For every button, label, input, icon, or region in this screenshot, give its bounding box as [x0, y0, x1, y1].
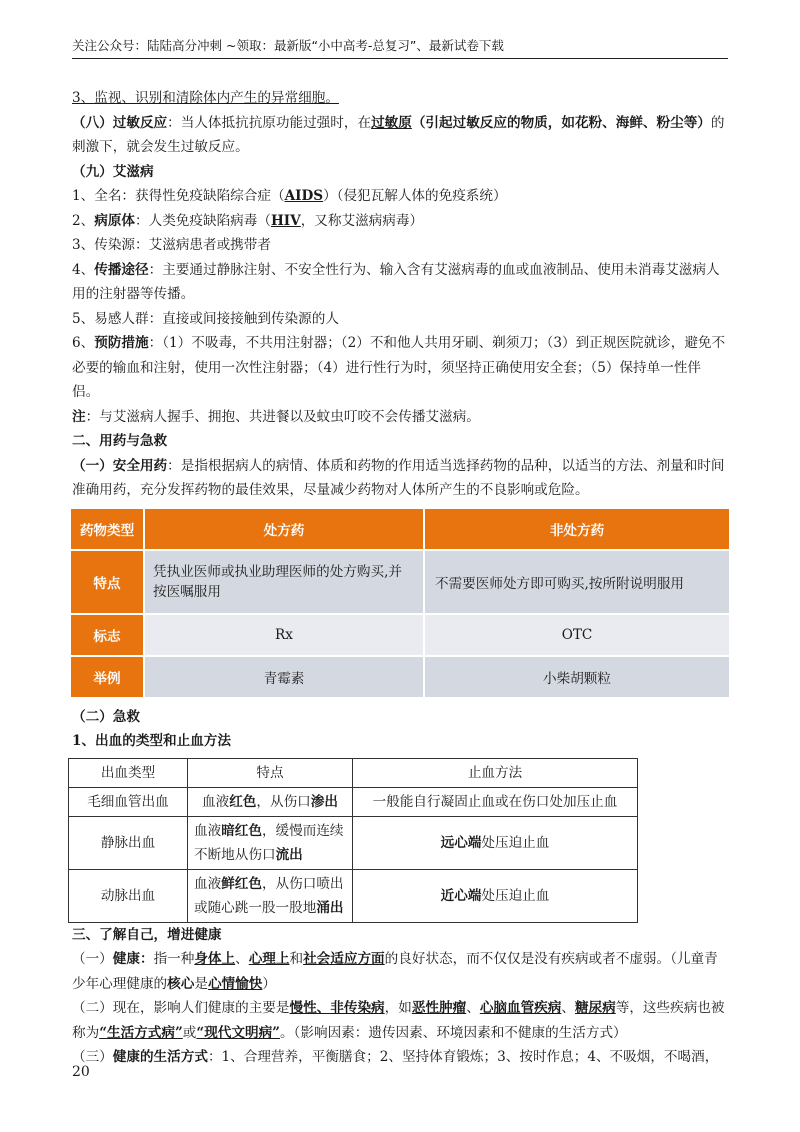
row-header-cell: 举例	[71, 657, 143, 697]
table-cell: 血液暗红色，缓慢而连续不断地从伤口流出	[188, 816, 353, 869]
table-header-cell: 特点	[188, 758, 353, 787]
aids-item-3: 3、传染源：艾滋病患者或携带者	[72, 237, 271, 253]
table-cell: 近心端处压迫止血	[353, 869, 638, 922]
safe-medication-paragraph: （一）安全用药：是指根据病人的病情、体质和药物的作用适当选择药物的品种，以适当的方法、剂量和时间准确用药，充分发挥药物的最佳效果，尽量减少药物对人体所产生的不良影响或危险。	[72, 457, 725, 498]
aids-heading: （九）艾滋病	[72, 163, 154, 180]
health-heading: 三、了解自己，增进健康	[72, 926, 222, 943]
page-header: 关注公众号：陆陆高分冲刺 ~领取：最新版“小中高考-总复习”、最新试卷下载	[72, 38, 504, 53]
page-content	[72, 86, 728, 1070]
table-row	[69, 869, 638, 922]
row-header-cell: 特点	[71, 551, 143, 613]
aids-item-1: 1、全名：获得性免疫缺陷综合症（AIDS）（侵犯瓦解人体的免疫系统）	[72, 188, 507, 204]
table-header-cell: 处方药	[145, 509, 423, 549]
row-header-cell: 毛细血管出血	[69, 787, 188, 816]
table-cell: OTC	[425, 615, 729, 655]
table-cell: 远心端处压迫止血	[353, 816, 638, 869]
table-cell: 青霉素	[145, 657, 423, 697]
table-cell: 血液鲜红色，从伤口喷出或随心跳一股一股地涌出	[188, 869, 353, 922]
row-header-cell: 标志	[71, 615, 143, 655]
page-number: 20	[72, 1064, 90, 1080]
header-divider	[72, 58, 728, 59]
table-header-cell: 出血类型	[69, 758, 188, 787]
health-paragraph-3: （三）健康的生活方式：1、合理营养，平衡膳食；2、坚持体育锻炼；3、按时作息；4、不吸烟，不喝酒，	[72, 1049, 719, 1065]
aids-item-5: 5、易感人群：直接或间接接触到传染源的人	[72, 310, 339, 327]
health-paragraph-1: （一）健康：指一种身体上、心理上和社会适应方面的良好状态，而不仅仅是没有疾病或者不虚弱。（儿童青少年心理健康的核心是心情愉快）	[72, 951, 718, 992]
drug-type-table	[69, 507, 731, 699]
table-cell: 不需要医师处方即可购买,按所附说明服用	[425, 551, 729, 613]
bleeding-table	[68, 758, 638, 923]
table-header-row	[71, 509, 729, 549]
first-aid-heading: （二）急救	[72, 708, 140, 725]
table-header-cell: 非处方药	[425, 509, 729, 549]
table-row	[71, 657, 729, 697]
aids-note: 注：与艾滋病人握手、拥抱、共进餐以及蚊虫叮咬不会传播艾滋病。	[72, 408, 480, 425]
meds-heading: 二、用药与急救	[72, 433, 168, 449]
row-header-cell: 动脉出血	[69, 869, 188, 922]
health-paragraph-2: （二）现在，影响人们健康的主要是慢性、非传染病，如恶性肿瘤、心脑血管疾病、糖尿病等，这些疾病也被称为“生活方式病”或“现代文明病”。（影响因素：遗传因素、环境因素和不健康的生活方式）	[72, 1000, 725, 1041]
immune-item-3: 3、监视、识别和清除体内产生的异常细胞。	[72, 90, 339, 106]
table-cell: 小柴胡颗粒	[425, 657, 729, 697]
table-header-cell: 止血方法	[353, 758, 638, 787]
aids-item-6: 6、预防措施：（1）不吸毒，不共用注射器；（2）不和他人共用牙刷、剃须刀；（3）到正规医院就诊，避免不必要的输血和注射，使用一次性注射器；（4）进行性行为时，须坚持正确使用安全套；（5）保持单一性伴侣。	[72, 335, 726, 400]
table-cell: 一般能自行凝固止血或在伤口处加压止血	[353, 787, 638, 816]
table-header-cell: 药物类型	[71, 509, 143, 549]
table-row	[69, 816, 638, 869]
aids-item-2: 2、病原体：人类免疫缺陷病毒（HIV，又称艾滋病病毒）	[72, 212, 424, 229]
table-cell: 血液红色，从伤口渗出	[188, 787, 353, 816]
row-header-cell: 静脉出血	[69, 816, 188, 869]
table-cell: 凭执业医师或执业助理医师的处方购买,并按医嘱服用	[145, 551, 423, 613]
table-row	[71, 551, 729, 613]
table-row	[71, 615, 729, 655]
table-header-row	[69, 758, 638, 787]
table-row	[69, 787, 638, 816]
aids-item-4: 4、传播途径：主要通过静脉注射、不安全性行为、输入含有艾滋病毒的血或血液制品、使用未消毒艾滋病人用的注射器等传播。	[72, 261, 720, 302]
table-cell: Rx	[145, 615, 423, 655]
allergy-paragraph: （八）过敏反应：当人体抵抗抗原功能过强时，在过敏原（引起过敏反应的物质，如花粉、海鲜、粉尘等）的刺激下，就会发生过敏反应。	[72, 114, 725, 155]
bleeding-subheading: 1、出血的类型和止血方法	[72, 733, 231, 749]
